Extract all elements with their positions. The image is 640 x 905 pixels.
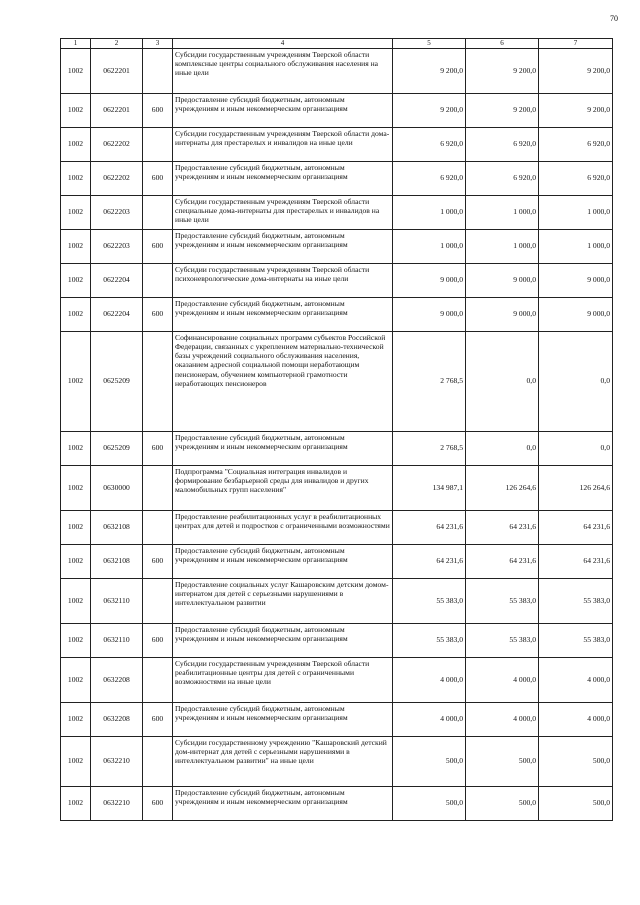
amount-col6: 55 383,0 [466,623,539,657]
amount-col6: 500,0 [466,786,539,820]
amount-col7: 9 000,0 [539,263,613,297]
description: Субсидии государственным учреждениям Тверской области специальные дома-интернаты для престарелых и инвалидов на иные цели [173,195,393,229]
expense-type [143,657,173,702]
target-code: 0632108 [91,544,143,578]
table-row [61,702,613,736]
table-row [61,786,613,820]
amount-col5: 4 000,0 [393,657,466,702]
amount-col6: 4 000,0 [466,657,539,702]
amount-col5: 55 383,0 [393,578,466,623]
expense-type [143,465,173,510]
description: Субсидии государственному учреждению "Кашаровский детский дом-интернат для детей с серьезными нарушениями в интеллектуальном развитии" на иные цели [173,736,393,786]
expense-type: 600 [143,431,173,465]
description: Предоставление субсидий бюджетным, автономным учреждениям и иным некоммерческим организациям [173,544,393,578]
description: Предоставление субсидий бюджетным, автономным учреждениям и иным некоммерческим организациям [173,297,393,331]
amount-col7: 1 000,0 [539,195,613,229]
target-code: 0622203 [91,229,143,263]
table-row [61,657,613,702]
amount-col5: 6 920,0 [393,161,466,195]
table-row [61,623,613,657]
amount-col7: 64 231,6 [539,544,613,578]
amount-col5: 9 000,0 [393,297,466,331]
expense-type: 600 [143,702,173,736]
amount-col5: 2 768,5 [393,431,466,465]
target-code: 0632108 [91,510,143,544]
amount-col5: 9 200,0 [393,93,466,127]
amount-col7: 6 920,0 [539,127,613,161]
amount-col7: 0,0 [539,331,613,431]
section-code: 1002 [61,786,91,820]
description: Предоставление субсидий бюджетным, автономным учреждениям и иным некоммерческим организациям [173,702,393,736]
target-code: 0632210 [91,786,143,820]
expense-type: 600 [143,229,173,263]
expense-type [143,578,173,623]
target-code: 0622201 [91,48,143,93]
target-code: 0625209 [91,331,143,431]
description: Субсидии государственным учреждениям Тверской области комплексные центры социального обслуживания населения на иные цели [173,48,393,93]
column-number: 7 [539,39,613,49]
amount-col5: 134 987,1 [393,465,466,510]
amount-col5: 500,0 [393,736,466,786]
amount-col6: 9 000,0 [466,263,539,297]
section-code: 1002 [61,331,91,431]
amount-col6: 0,0 [466,331,539,431]
target-code: 0622202 [91,161,143,195]
table-row [61,465,613,510]
amount-col6: 500,0 [466,736,539,786]
amount-col5: 2 768,5 [393,331,466,431]
description: Предоставление субсидий бюджетным, автономным учреждениям и иным некоммерческим организациям [173,161,393,195]
amount-col5: 9 200,0 [393,48,466,93]
section-code: 1002 [61,544,91,578]
target-code: 0622203 [91,195,143,229]
table-row [61,578,613,623]
section-code: 1002 [61,702,91,736]
amount-col7: 500,0 [539,736,613,786]
section-code: 1002 [61,229,91,263]
description: Предоставление социальных услуг Кашаровским детским домом-интернатом для детей с серьезными нарушениями в интеллектуальном развитии [173,578,393,623]
column-number: 6 [466,39,539,49]
amount-col6: 64 231,6 [466,544,539,578]
target-code: 0632208 [91,657,143,702]
target-code: 0632210 [91,736,143,786]
expense-type: 600 [143,544,173,578]
description: Предоставление реабилитационных услуг в реабилитационных центрах для детей и подростков с ограниченными возможностями [173,510,393,544]
expense-type [143,48,173,93]
expense-type [143,195,173,229]
amount-col6: 6 920,0 [466,127,539,161]
amount-col6: 6 920,0 [466,161,539,195]
section-code: 1002 [61,48,91,93]
description: Предоставление субсидий бюджетным, автономным учреждениям и иным некоммерческим организациям [173,786,393,820]
table-row [61,263,613,297]
amount-col6: 4 000,0 [466,702,539,736]
amount-col5: 500,0 [393,786,466,820]
description: Субсидии государственным учреждениям Тверской области психоневрологические дома-интернаты на иные цели [173,263,393,297]
target-code: 0622204 [91,297,143,331]
description: Предоставление субсидий бюджетным, автономным учреждениям и иным некоммерческим организациям [173,623,393,657]
amount-col6: 1 000,0 [466,195,539,229]
target-code: 0622202 [91,127,143,161]
column-number-row [61,39,613,49]
expense-type [143,510,173,544]
section-code: 1002 [61,297,91,331]
table-row [61,127,613,161]
section-code: 1002 [61,431,91,465]
amount-col6: 9 000,0 [466,297,539,331]
table-row [61,48,613,93]
description: Субсидии государственным учреждениям Тверской области дома-интернаты для престарелых и инвалидов на иные цели [173,127,393,161]
section-code: 1002 [61,623,91,657]
amount-col6: 9 200,0 [466,93,539,127]
column-number: 5 [393,39,466,49]
amount-col7: 9 000,0 [539,297,613,331]
description: Предоставление субсидий бюджетным, автономным учреждениям и иным некоммерческим организациям [173,229,393,263]
section-code: 1002 [61,578,91,623]
table-row [61,736,613,786]
section-code: 1002 [61,465,91,510]
page-number: 70 [610,14,618,23]
expense-type [143,331,173,431]
amount-col6: 126 264,6 [466,465,539,510]
budget-table [60,38,613,821]
amount-col5: 55 383,0 [393,623,466,657]
table-row [61,431,613,465]
amount-col7: 9 200,0 [539,93,613,127]
column-number: 1 [61,39,91,49]
amount-col7: 500,0 [539,786,613,820]
section-code: 1002 [61,195,91,229]
expense-type [143,127,173,161]
amount-col5: 64 231,6 [393,510,466,544]
section-code: 1002 [61,736,91,786]
amount-col7: 55 383,0 [539,623,613,657]
target-code: 0625209 [91,431,143,465]
amount-col6: 1 000,0 [466,229,539,263]
description: Субсидии государственным учреждениям Тверской области реабилитационные центры для детей с ограниченными возможностями на иные цели [173,657,393,702]
expense-type: 600 [143,93,173,127]
amount-col7: 4 000,0 [539,702,613,736]
amount-col5: 6 920,0 [393,127,466,161]
amount-col5: 1 000,0 [393,195,466,229]
table-row [61,161,613,195]
description: Подпрограмма "Социальная интеграция инвалидов и формирование безбарьерной среды для инвалидов и других маломобильных групп населения" [173,465,393,510]
target-code: 0622204 [91,263,143,297]
amount-col6: 0,0 [466,431,539,465]
table-row [61,331,613,431]
amount-col7: 6 920,0 [539,161,613,195]
section-code: 1002 [61,510,91,544]
amount-col5: 9 000,0 [393,263,466,297]
column-number: 4 [173,39,393,49]
expense-type: 600 [143,161,173,195]
expense-type: 600 [143,297,173,331]
expense-type: 600 [143,786,173,820]
expense-type [143,263,173,297]
table-row [61,229,613,263]
target-code: 0632208 [91,702,143,736]
amount-col6: 55 383,0 [466,578,539,623]
amount-col7: 64 231,6 [539,510,613,544]
amount-col5: 64 231,6 [393,544,466,578]
expense-type [143,736,173,786]
table-row [61,93,613,127]
target-code: 0630000 [91,465,143,510]
table-row [61,544,613,578]
description: Предоставление субсидий бюджетным, автономным учреждениям и иным некоммерческим организациям [173,93,393,127]
table-row [61,510,613,544]
target-code: 0622201 [91,93,143,127]
section-code: 1002 [61,161,91,195]
table-row [61,195,613,229]
expense-type: 600 [143,623,173,657]
amount-col6: 64 231,6 [466,510,539,544]
target-code: 0632110 [91,578,143,623]
description: Предоставление субсидий бюджетным, автономным учреждениям и иным некоммерческим организациям [173,431,393,465]
amount-col7: 55 383,0 [539,578,613,623]
column-number: 3 [143,39,173,49]
target-code: 0632110 [91,623,143,657]
amount-col5: 1 000,0 [393,229,466,263]
section-code: 1002 [61,263,91,297]
description: Софинансирование социальных программ субъектов Российской Федерации, связанных с укреплением материально-технической базы учреждений социального обслуживания населения, оказанием адресной социальной помощи неработающим пенсионерам, обучением компьютерной грамотности неработающих пенсионеров [173,331,393,431]
amount-col5: 4 000,0 [393,702,466,736]
amount-col7: 0,0 [539,431,613,465]
amount-col7: 1 000,0 [539,229,613,263]
section-code: 1002 [61,657,91,702]
section-code: 1002 [61,127,91,161]
amount-col7: 9 200,0 [539,48,613,93]
column-number: 2 [91,39,143,49]
amount-col7: 126 264,6 [539,465,613,510]
amount-col7: 4 000,0 [539,657,613,702]
amount-col6: 9 200,0 [466,48,539,93]
table-row [61,297,613,331]
section-code: 1002 [61,93,91,127]
